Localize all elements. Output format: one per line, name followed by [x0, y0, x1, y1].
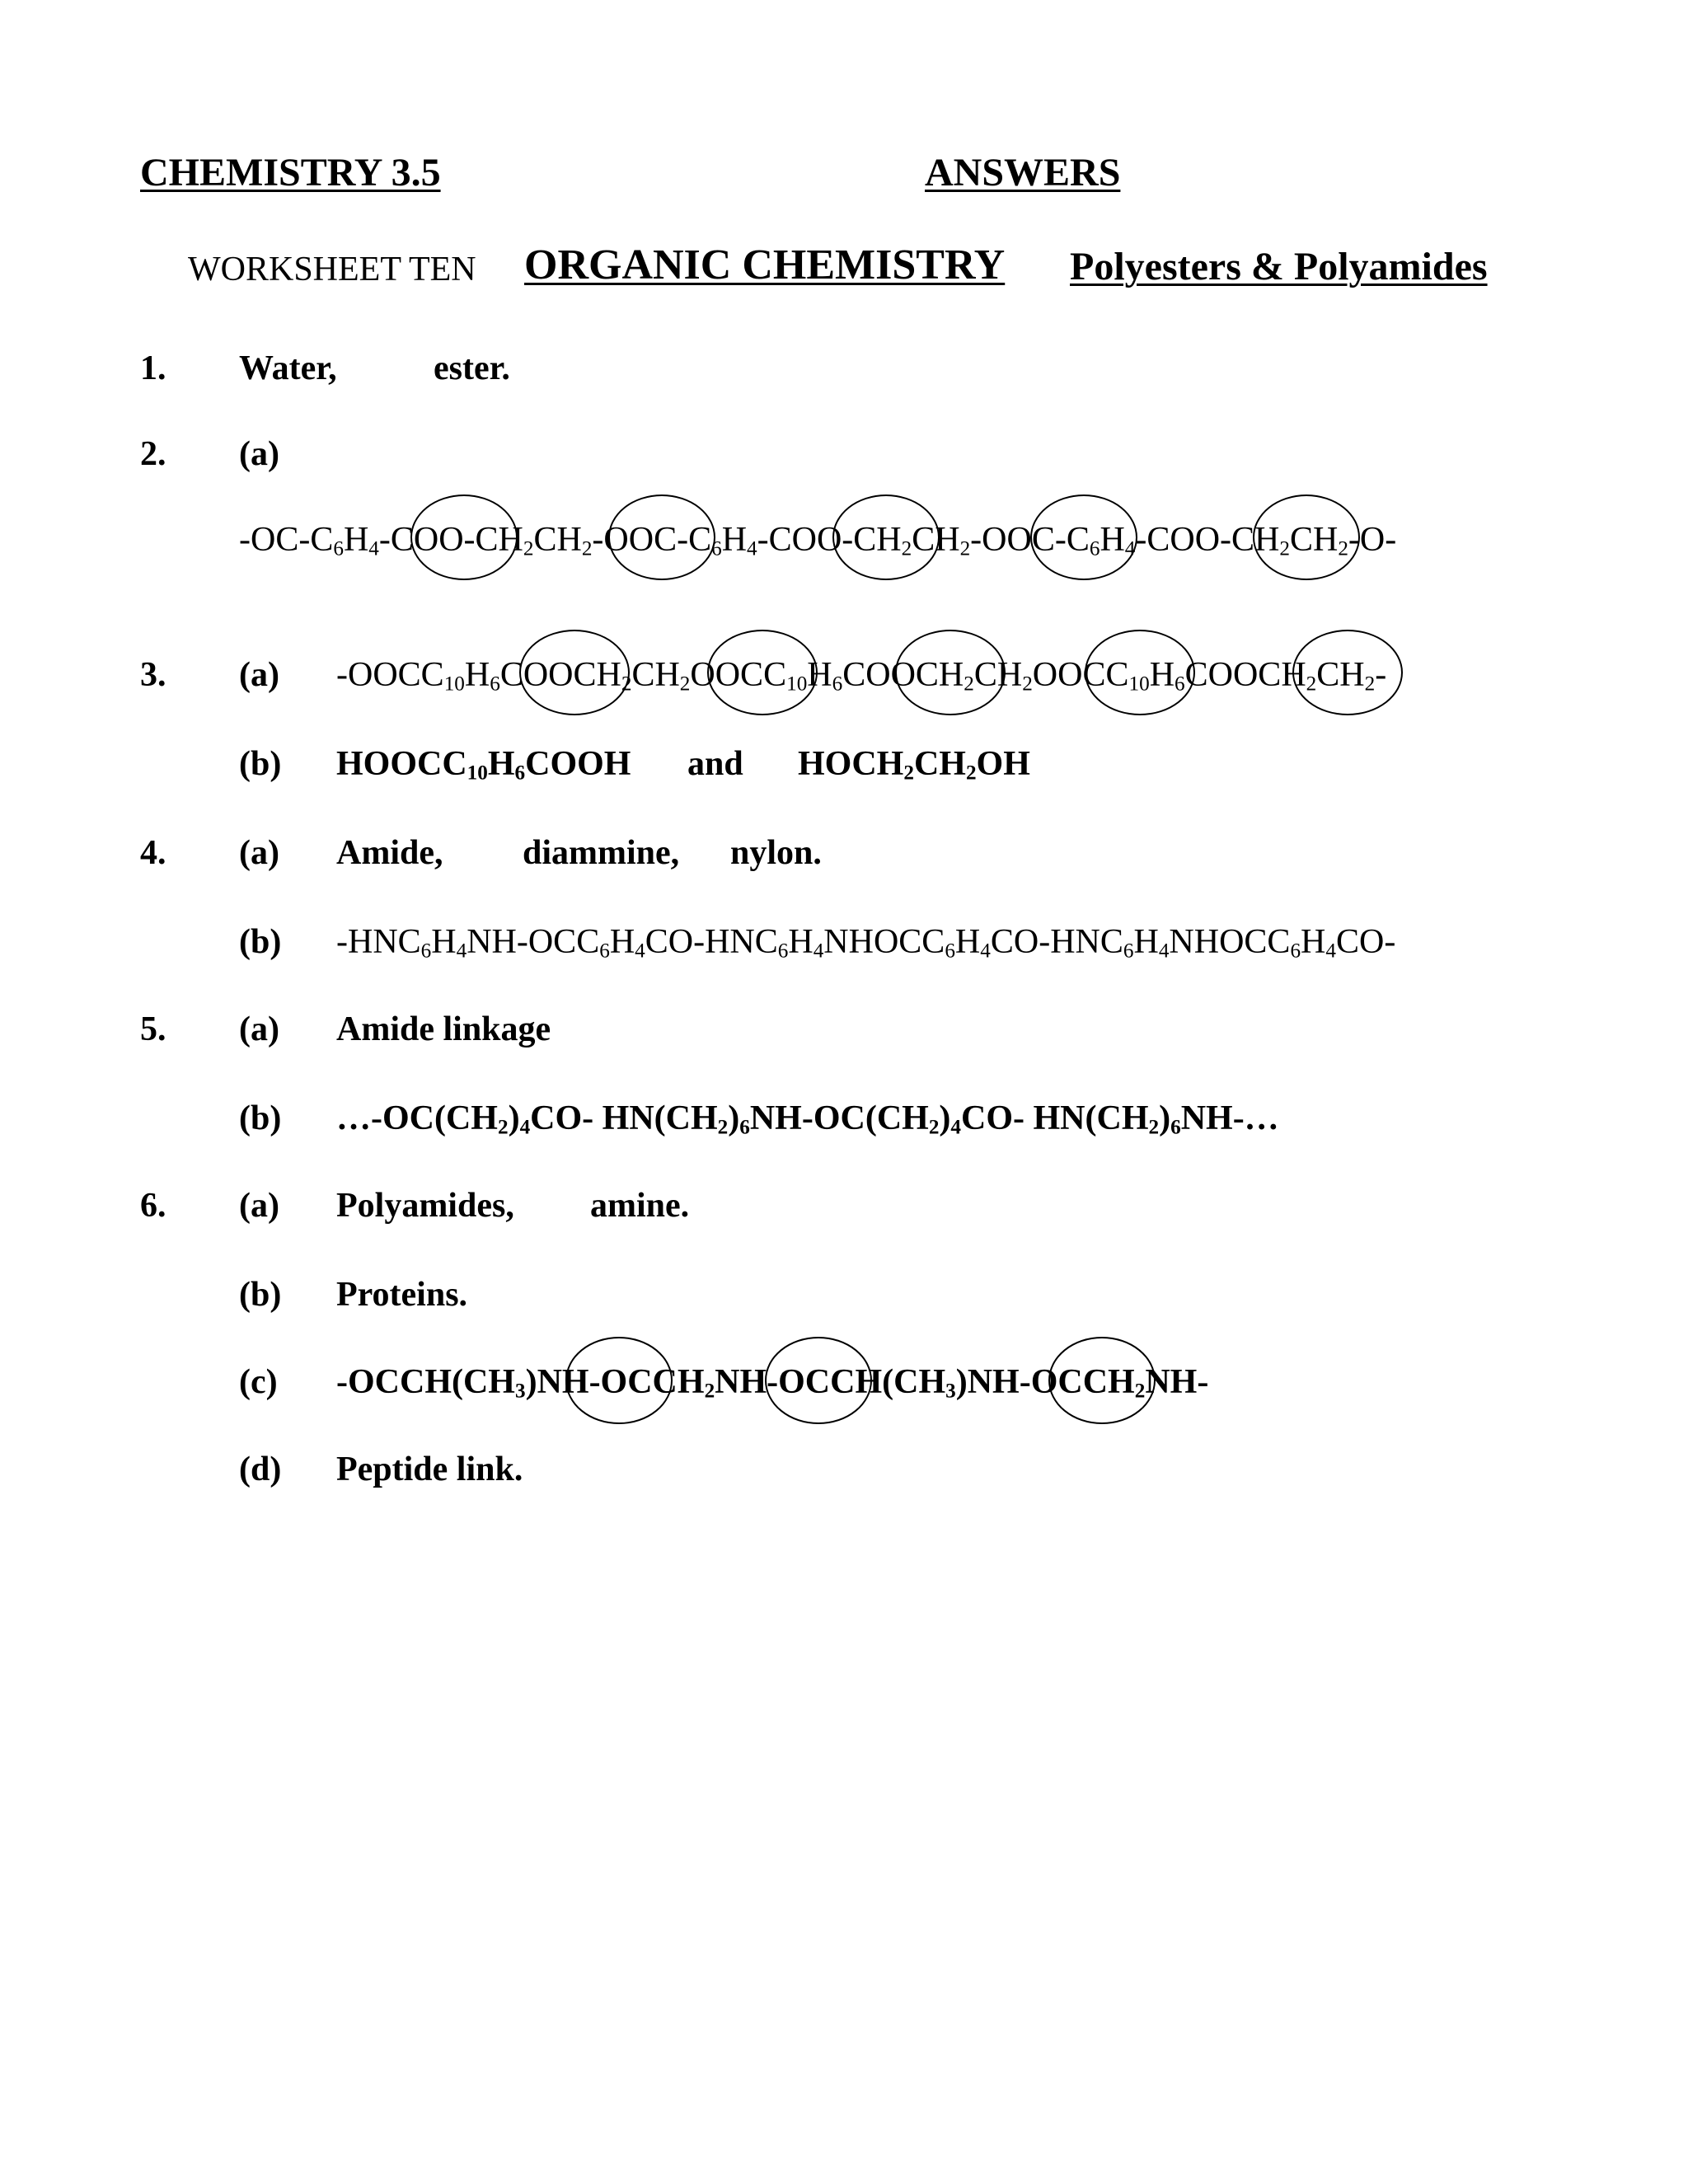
polyester-formula: $-OOCC_{10}H_6COOCH_2CH_2OOCC_{10}H_6COOCH_2CH_2OOCC_{10}H_6COOCH_2CH_2-$	[336, 656, 1387, 696]
answer-text: nylon.	[730, 834, 822, 872]
peptide-link-circle	[765, 1337, 872, 1424]
polyamide-formula: $-HNC_6H_4NH-OCC_6H_4CO-HNC_6H_4NHOCC_6H_4CO-HNC_6H_4NHOCC_6H_4CO-$	[336, 923, 1396, 963]
ester-linkage-circle	[707, 630, 818, 715]
answer-text: Water,	[239, 349, 337, 387]
answer-text: Proteins.	[336, 1276, 468, 1314]
ester-linkage-circle	[608, 494, 715, 580]
nylon-formula: $\dots-OC(CH_2)_4CO-$ $HN(CH_2)_6NH-OC(CH_2)_4CO-$ $HN(CH_2)_6NH-\dots$	[336, 1099, 1279, 1139]
peptide-formula: $-OCCH(CH_3)NH-OCCH_2NH-OCCH(CH_3)NH-OCCH_2NH-$	[336, 1363, 1209, 1403]
question-number: 2.	[140, 435, 166, 473]
question-number: 1.	[140, 349, 166, 387]
part-label: (a)	[239, 1010, 279, 1048]
topic-title: ORGANIC CHEMISTRY	[524, 241, 1006, 288]
polyester-formula: $-OC-C_6H_4-COO-CH_2CH_2-OOC-C_6H_4-COO-CH_2CH_2-OOC-C_6H_4-COO-CH_2CH_2-O-$	[239, 521, 1397, 560]
part-label: (b)	[239, 1276, 282, 1314]
question-number: 5.	[140, 1010, 166, 1048]
part-label: (a)	[239, 435, 279, 473]
ester-linkage-circle	[410, 494, 518, 580]
monomer-formula: $HOOCC_{10}H_6COOH$	[336, 745, 631, 785]
ester-linkage-circle	[1292, 630, 1403, 715]
part-label: (b)	[239, 923, 282, 961]
answer-text: ester.	[434, 349, 510, 387]
part-label: (b)	[239, 1099, 282, 1137]
answers-heading: ANSWERS	[925, 151, 1121, 194]
conjunction: and	[687, 745, 743, 783]
answer-text: Amide linkage	[336, 1010, 551, 1048]
course-title: CHEMISTRY 3.5	[140, 151, 441, 194]
part-label: (a)	[239, 656, 279, 694]
subtopic-title: Polyesters & Polyamides	[1070, 245, 1488, 288]
ester-linkage-circle	[1030, 494, 1137, 580]
part-label: (b)	[239, 745, 282, 783]
answer-text: amine.	[590, 1187, 690, 1225]
peptide-link-circle	[1048, 1337, 1156, 1424]
part-label: (a)	[239, 834, 279, 872]
ester-linkage-circle	[519, 630, 630, 715]
ester-linkage-circle	[1085, 630, 1195, 715]
question-number: 4.	[140, 834, 166, 872]
peptide-link-circle	[565, 1337, 673, 1424]
ester-linkage-circle	[1253, 494, 1360, 580]
answer-text: Amide,	[336, 834, 443, 872]
answer-text: Peptide link.	[336, 1451, 523, 1488]
worksheet-label: WORKSHEET TEN	[188, 251, 476, 288]
ester-linkage-circle	[832, 494, 940, 580]
part-label: (a)	[239, 1187, 279, 1225]
part-label: (c)	[239, 1363, 278, 1401]
answer-text: Polyamides,	[336, 1187, 514, 1225]
part-label: (d)	[239, 1451, 282, 1488]
monomer-formula: $HOCH_2CH_2OH$	[798, 745, 1030, 785]
ester-linkage-circle	[895, 630, 1006, 715]
question-number: 3.	[140, 656, 166, 694]
question-number: 6.	[140, 1187, 166, 1225]
answer-text: diammine,	[523, 834, 680, 872]
